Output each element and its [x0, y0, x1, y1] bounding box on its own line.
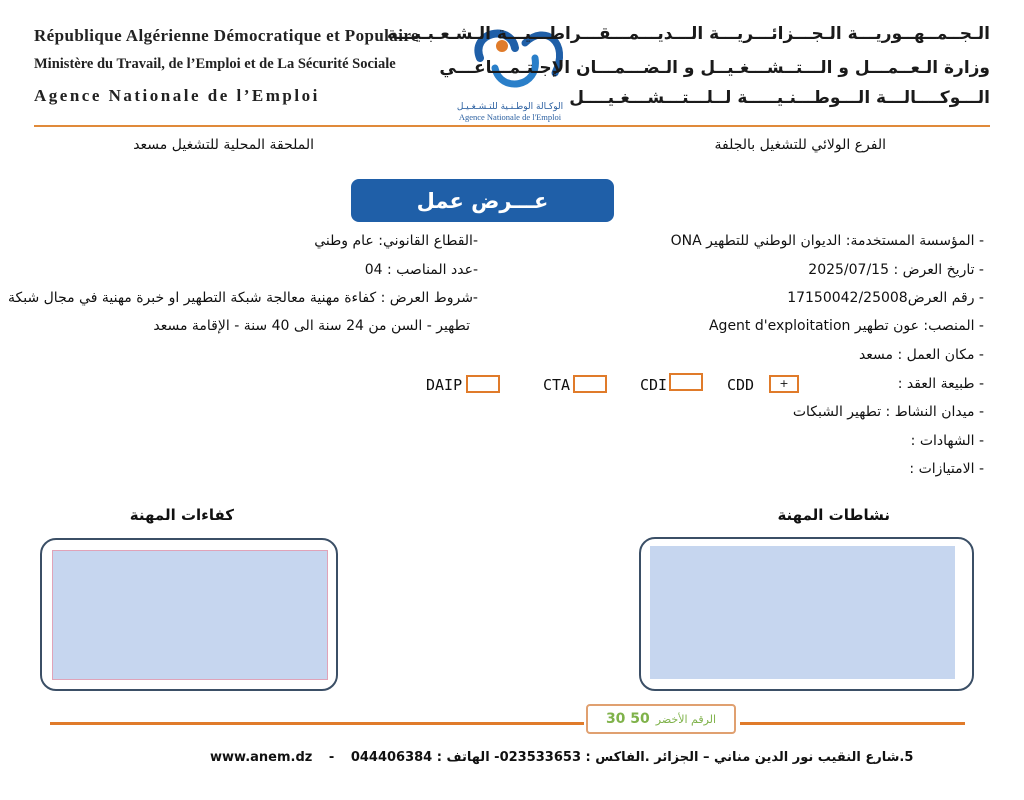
footer-rule-left	[50, 722, 584, 725]
field-label: - المؤسسة المستخدمة:	[845, 233, 984, 249]
activities-heading: نشاطات المهنة	[777, 506, 890, 524]
field-value: عون تطهير Agent d'exploitation	[708, 318, 919, 334]
field-workplace	[859, 347, 984, 363]
competencies-heading: كفاءات المهنة	[129, 506, 234, 524]
footer-contact	[210, 750, 913, 765]
field-value: عام وطني	[314, 233, 374, 249]
contract-daip-label: DAIP	[426, 376, 463, 394]
field-activity-domain	[793, 404, 984, 420]
field-value: مسعد	[858, 347, 894, 363]
page-title: عـــرض عمل	[416, 188, 549, 213]
field-value: الديوان الوطني للتطهير ONA	[670, 233, 842, 249]
field-positions-count	[365, 262, 478, 278]
header-fr-republic: République Algérienne Démocratique et Populaire	[34, 26, 419, 45]
field-offer-conditions	[8, 290, 478, 306]
header-ar-agency: الـــوكــــالـــة الـــوطـــنـيـــــة لــلـــتـــشـــغـيــــل	[569, 88, 990, 108]
field-value: 17150042/25008	[787, 290, 908, 306]
field-label: - رقم العرض	[907, 290, 984, 306]
field-label: - طبيعة العقد :	[897, 376, 984, 392]
header-ar-ministry: وزارة الـعــمـــل و الـــتــشـــغـيــل و الـضـــمـــان الإجـتـمـــاعـــي	[439, 58, 990, 78]
contract-daip-checkbox[interactable]	[466, 375, 500, 393]
field-legal-sector	[314, 233, 478, 249]
green-number-box	[586, 704, 736, 734]
field-contract-type	[898, 376, 984, 392]
branch-right: الفرع الولائي للتشغيل بالجلفة	[714, 137, 886, 153]
footer-address: 5.شارع النقيب نور الدين مناني – الجزائر .الفاكس : 023533653- الهاتف : 044406384	[350, 750, 914, 765]
field-label: -عدد المناصب :	[387, 262, 478, 278]
contract-cta-label: CTA	[543, 376, 571, 394]
field-offer-number	[787, 290, 984, 306]
branch-left: الملحقة المحلية للتشغيل مسعد	[133, 137, 314, 153]
field-value: 2025/07/15	[808, 262, 889, 278]
field-label: - الشهادات :	[910, 433, 984, 449]
header-divider	[34, 125, 990, 127]
field-label: -شروط العرض :	[380, 290, 478, 306]
field-position	[709, 318, 984, 334]
field-value: 04	[364, 262, 383, 278]
field-label: -القطاع القانوني:	[378, 233, 478, 249]
field-label: - الامتيازات :	[909, 461, 984, 477]
field-benefits	[909, 461, 984, 477]
header-fr-ministry: Ministère du Travail, de l’Emploi et de La Sécurité Sociale	[34, 56, 396, 72]
footer-separator: -	[328, 750, 335, 765]
field-label: - المنصب:	[923, 318, 984, 334]
contract-cdi-checkbox[interactable]	[669, 373, 703, 391]
contract-cdd-label: CDD	[727, 376, 755, 394]
green-number-value: 30 50	[605, 711, 650, 727]
contract-cdd-checkbox[interactable]: +	[769, 375, 799, 393]
header-fr-agency: Agence Nationale de l’Emploi	[34, 86, 320, 105]
competencies-textarea[interactable]	[52, 550, 328, 680]
footer-website[interactable]: www.anem.dz	[210, 750, 313, 765]
field-diplomas	[911, 433, 984, 449]
logo-arabic-text: الوكـالة الوطـنـية للتـشـغـيـل	[456, 102, 564, 112]
header-ar-republic: الـجــمــهــوريـــة الـجـــزائـــريـــة الـــديـــمـــقـــراطـــيـــة الـشـعـبـيـــة	[387, 24, 990, 44]
field-value: تطهير الشبكات	[792, 404, 882, 420]
field-label: - ميدان النشاط :	[885, 404, 984, 420]
field-employer	[671, 233, 984, 249]
activities-textarea[interactable]	[650, 546, 955, 679]
logo-french-text: Agence Nationale de l'Emploi	[458, 112, 562, 122]
contract-cta-checkbox[interactable]	[573, 375, 607, 393]
field-value: تطهير - السن من 24 سنة الى 40 سنة - الإقامة مسعد	[153, 318, 470, 334]
title-banner	[351, 179, 614, 222]
contract-cdi-label: CDI	[640, 376, 668, 394]
field-offer-conditions-cont	[153, 318, 470, 334]
field-label: - مكان العمل :	[897, 347, 984, 363]
field-value: كفاءة مهنية معالجة شبكة التطهير او خبرة مهنية في مجال شبكة	[7, 290, 377, 306]
field-offer-date	[808, 262, 984, 278]
green-number-label: الرقم الأخضر	[655, 712, 717, 726]
footer-rule-right	[740, 722, 965, 725]
field-label: - تاريخ العرض :	[893, 262, 984, 278]
